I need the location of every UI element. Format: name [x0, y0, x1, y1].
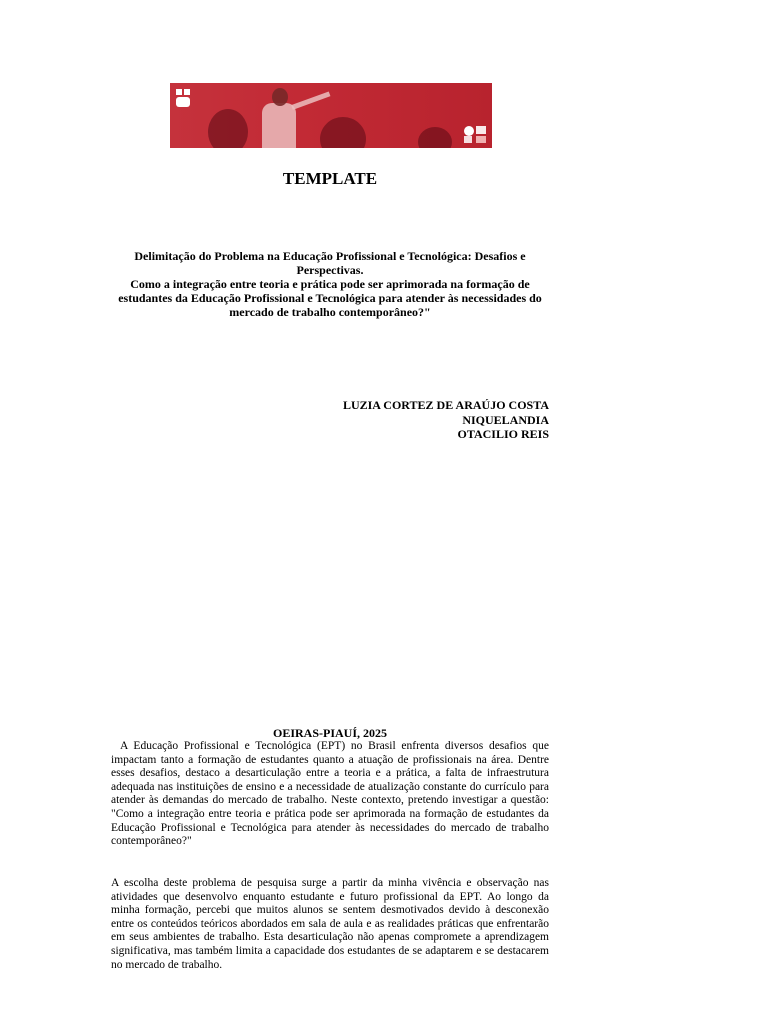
author-name: OTACILIO REIS — [457, 427, 549, 441]
audience-head-middle — [320, 117, 366, 148]
presenter-head — [272, 88, 288, 106]
logo-icon — [174, 87, 196, 109]
presenter-arm — [291, 91, 330, 109]
subtitle-line-1: Delimitação do Problema na Educação Profissional e Tecnológica: Desafios e Perspectivas. — [134, 249, 526, 277]
author-name: NIQUELANDIA — [462, 412, 549, 427]
body-paragraph: A escolha deste problema de pesquisa surge a partir da minha vivência e observação nas atividades que desenvolvo enquanto estudante e futuro profissional da EPT. Ao longo da minha formação, percebi que muitos alunos se sentem desmotivados devido à desconexão entre os conteúdos teóricos abordados em sala de aula e as realidades práticas que enfrentarão em seus ambientes de trabalho. Esta desarticulação não apenas compromete a aprendizagem significativa, mas também limita a capacidade dos estudantes de se adaptarem e se destacarem no mercado de trabalho. — [111, 877, 549, 971]
audience-head-left — [208, 109, 248, 148]
subtitle-line-2: Como a integração entre teoria e prática pode ser aprimorada na formação de estudantes da Educação Profissional e Tecnológica para atender às necessidades do mercado de trabalho contemporâneo?" — [118, 277, 542, 319]
logo-mark-icon — [462, 124, 488, 144]
place-date: OEIRAS-PIAUÍ, 2025 — [272, 726, 387, 740]
author-name: LUZIA CORTEZ DE ARAÚJO COSTA — [342, 398, 549, 412]
author-list — [300, 398, 549, 442]
research-subtitle — [110, 249, 550, 319]
presenter-figure — [262, 103, 296, 148]
audience-head-right — [418, 127, 452, 148]
body-paragraph: A Educação Profissional e Tecnológica (EPT) no Brasil enfrenta diversos desafios que impactam tanto a formação de estudantes quanto a atuação de profissionais na área. Dentre esses desafios, destaco a desarticulação entre a teoria e a prática, a falta de infraestrutura adequada nas instituições de ensino e a necessidade de atualização constante do currículo para atender às demandas do mercado de trabalho. Neste contexto, pretendo investigar a questão: "Como a integração entre teoria e prática pode ser aprimorada na formação de estudantes da Educação Profissional e Tecnológica para atender às necessidades do mercado de trabalho contemporâneo?" — [111, 740, 549, 848]
document-title: TEMPLATE — [282, 169, 378, 188]
header-banner-image — [170, 83, 492, 148]
